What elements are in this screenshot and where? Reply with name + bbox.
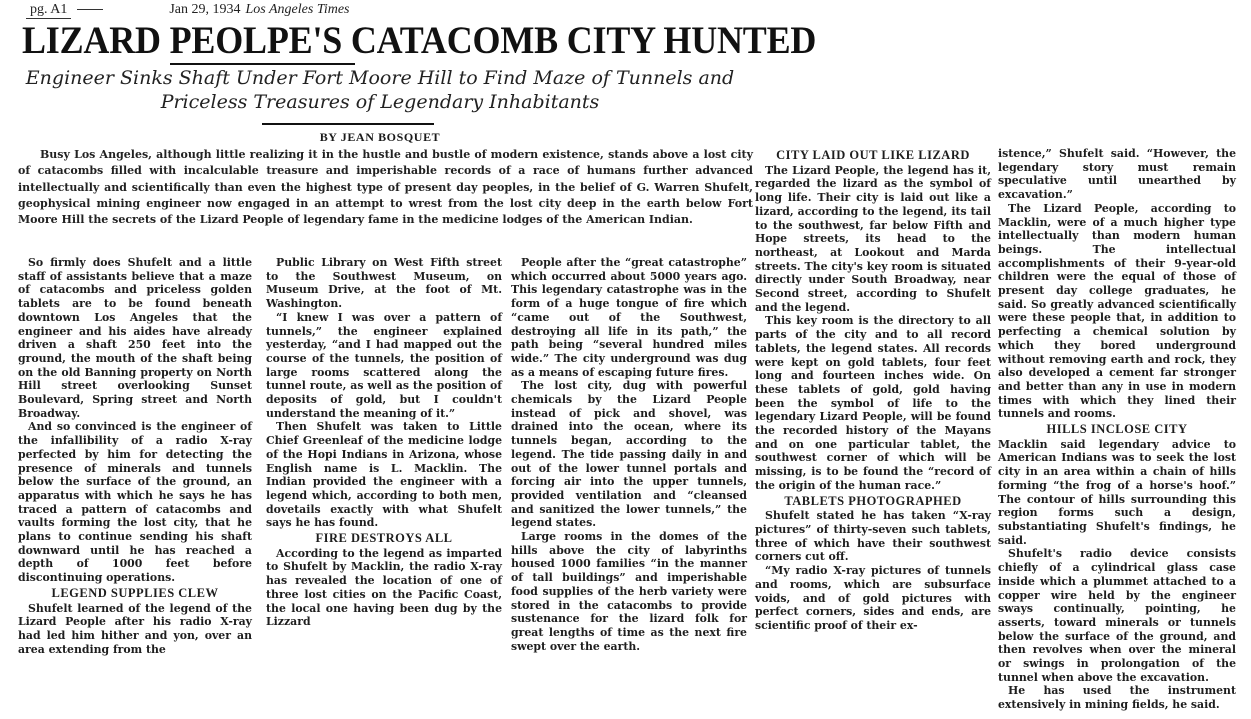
paragraph: Macklin said legendary advice to American Indians was to seek the lost city in an area within a chain of hills forming “the frog of a horse's hoof.” The contour of hills surrounding this region forms such a design, substantiating Shufelt's findings, he said.: [998, 437, 1236, 547]
page-number: pg. A1: [26, 2, 71, 19]
deck-rule: [262, 123, 434, 125]
headline-rule: [170, 63, 355, 65]
deck-line: Engineer Sinks Shaft Under Fort Moore Hill to Find Maze of Tunnels and: [25, 67, 735, 89]
byline: BY JEAN BOSQUET: [319, 130, 441, 144]
subheading: CITY LAID OUT LIKE LIZARD: [776, 148, 970, 162]
subheading: FIRE DESTROYS ALL: [315, 531, 453, 546]
article-column-1: [18, 256, 252, 656]
paragraph: So firmly does Shufelt and a little staff of assistants believe that a maze of catacombs and priceless golden tablets are to be found beneath downtown Los Angeles that the engineer and his aides have already driven a shaft 250 feet into the ground, the mouth of the shaft being on the old Banning property on North Hill street overlooking Sunset Boulevard, Spring street and North Broadway.: [18, 256, 252, 420]
paragraph: Shufelt stated he has taken “X-ray pictures” of thirty-seven such tablets, three of which have their southwest corners cut off.: [755, 509, 991, 564]
paragraph: Large rooms in the domes of the hills above the city of labyrinths housed 1000 families “in the manner of tall buildings” and imperishable food supplies of the herb variety were stored in the catacombs to provide sustenance for the lizard folk for great lengths of time as the next fire swept over the earth.: [511, 530, 747, 653]
deck-headline: [0, 66, 760, 114]
paragraph: Public Library on West Fifth street to the Southwest Museum, on Museum Drive, at the foot of Mt. Washington.: [266, 256, 502, 311]
subheading: TABLETS PHOTOGRAPHED: [784, 493, 962, 508]
publication-date: Jan 29, 1934: [169, 2, 241, 17]
paragraph: “My radio X-ray pictures of tunnels and rooms, which are subsurface voids, and of gold pictures with perfect corners, sides and ends, are scientific proof of their ex-: [755, 564, 991, 632]
paragraph: This key room is the directory to all parts of the city and to all record tablets, the legend states. All records were kept on gold tablets, four feet long and fourteen inches wide. On these tablets of gold, gold having been the symbol of life to the legendary Lizard People, will be found the recorded history of the Mayans and on one particular tablet, the southwest corner of which will be missing, is to be found the “record of the origin of the human race.”: [755, 314, 991, 492]
article-column-4: [755, 147, 991, 633]
headline: LIZARD PEOLPE'S CATACOMB CITY HUNTED: [22, 18, 817, 62]
paragraph: Shufelt learned of the legend of the Lizard People after his radio X-ray had led him hither and yon, over an area extending from the: [18, 601, 252, 656]
paragraph: He has used the instrument extensively in mining fields, he said.: [998, 684, 1236, 712]
lead-paragraph: Busy Los Angeles, although little realizing it in the hustle and bustle of modern existence, stands above a lost city of catacombs filled with incalculable treasure and imperishable records of a race of humans further advanced intellectually and scientifically than even the highest type of present day peoples, in the belief of G. Warren Shufelt, geophysical mining engineer now engaged in an attempt to wrest from the lost city deep in the earth below Fort Moore Hill the secrets of the Lizard People of legendary fame in the medicine lodges of the American Indian.: [18, 148, 753, 227]
newspaper-name: Los Angeles Times: [245, 2, 350, 17]
paragraph: The lost city, dug with powerful chemicals by the Lizard People instead of pick and shovel, was drained into the ocean, where its tunnels began, according to the legend. The tide passing daily in and out of the lower tunnel portals and forcing air into the upper tunnels, provided ventilation and “cleansed and sanitized the lower tunnels,” the legend states.: [511, 379, 747, 530]
subheading: LEGEND SUPPLIES CLEW: [51, 585, 219, 600]
article-column-5: [998, 147, 1236, 712]
paragraph: People after the “great catastrophe” which occurred about 5000 years ago. This legendary catastrophe was in the form of a huge tongue of fire which “came out of the Southwest, destroying all life in its path,” the path being “several hundred miles wide.” The city underground was dug as a means of escaping future fires.: [511, 256, 747, 379]
paragraph: According to the legend as imparted to Shufelt by Macklin, the radio X-ray has revealed the location of one of three lost cities on the Pacific Coast, the local one having been dug by the Lizzard: [266, 546, 502, 629]
paragraph: The Lizard People, according to Macklin, were of a much higher type intellectually than modern human beings. The intellectual accomplishments of their 9-year-old children were the equal of those of present day college graduates, he said. So greatly advanced scientifically were these people that, in addition to perfecting a chemical solution by which they bored underground without removing earth and rock, they also developed a cement far stronger and better than any in use in modern times with which they lined their tunnels and rooms.: [998, 201, 1236, 421]
paragraph: Shufelt's radio device consists chiefly of a cylindrical glass case inside which a plummet attached to a copper wire held by the engineer sways continually, pointing, he asserts, toward minerals or tunnels below the surface of the ground, and then revolves when over the mineral or swings in prolongation of the tunnel when above the excavation.: [998, 547, 1236, 684]
page-meta: [26, 2, 350, 19]
subheading: HILLS INCLOSE CITY: [1046, 422, 1188, 437]
article-column-2: [266, 256, 502, 629]
paragraph: The Lizard People, the legend has it, regarded the lizard as the symbol of long life. Their city is laid out like a lizard, according to the legend, its tail to the southwest, far below Fifth and Hope streets, its head to the northeast, at Lookout and Marda streets. The city's key room is situated directly under South Broadway, near Second street, according to Shufelt and the legend.: [755, 163, 991, 314]
paragraph: istence,” Shufelt said. “However, the legendary story must remain speculative until unearthed by excavation.”: [998, 147, 1236, 202]
paragraph: And so convinced is the engineer of the infallibility of a radio X-ray perfected by him for detecting the presence of minerals and tunnels below the surface of the ground, an apparatus with which he says he has traced a pattern of catacombs and vaults forming the lost city, that he plans to continue sending his shaft downward until he has reached a depth of 1000 feet before discontinuing operations.: [18, 420, 252, 585]
paragraph: “I knew I was over a pattern of tunnels,” the engineer explained yesterday, “and I had mapped out the course of the tunnels, the position of large rooms scattered along the tunnel route, as well as the position of deposits of gold, but I couldn't understand the meaning of it.”: [266, 310, 502, 420]
paragraph: Then Shufelt was taken to Little Chief Greenleaf of the medicine lodge of the Hopi Indians in Arizona, whose English name is L. Macklin. The Indian provided the engineer with a legend which, according to both men, dovetails exactly with what Shufelt says he has found.: [266, 420, 502, 530]
meta-rule: [77, 9, 103, 10]
article-column-3: [511, 256, 747, 653]
deck-line: Priceless Treasures of Legendary Inhabitants: [160, 91, 600, 113]
